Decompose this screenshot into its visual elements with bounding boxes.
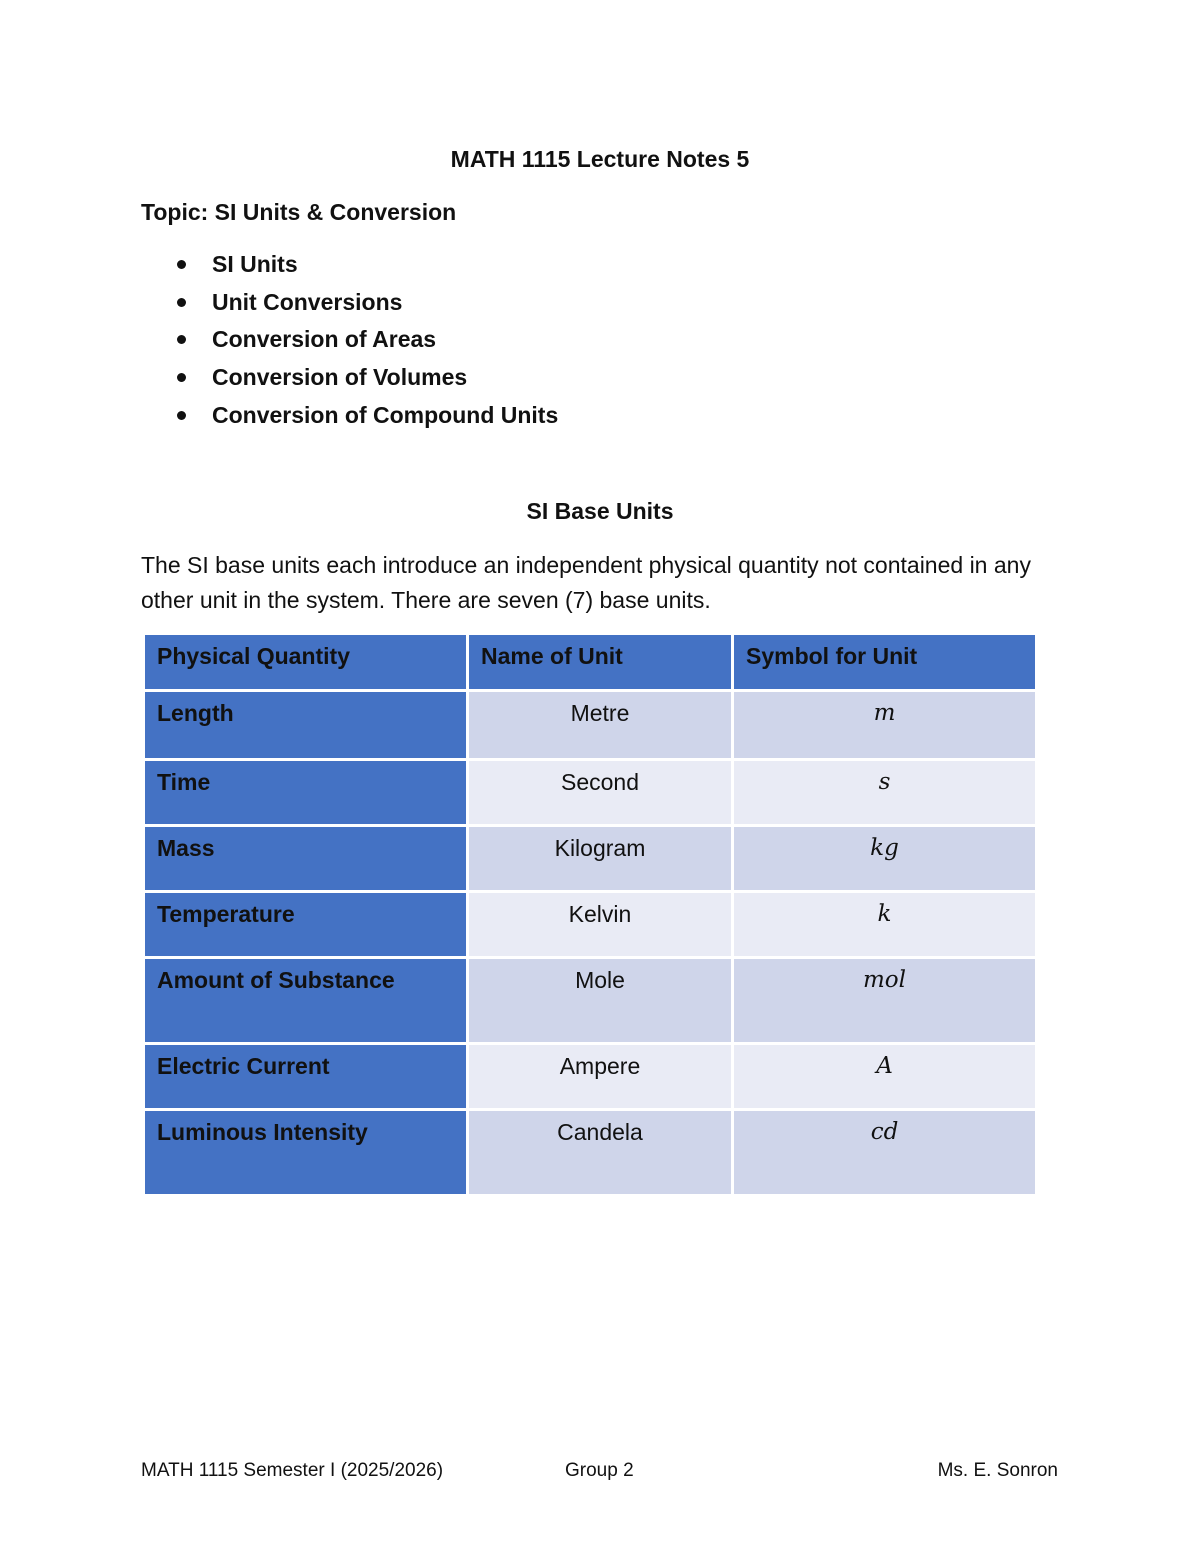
footer-group: Group 2 (565, 1460, 634, 1481)
unit-symbol-cell: mol (734, 959, 1035, 1042)
unit-name-cell: Ampere (469, 1045, 731, 1108)
quantity-cell: Amount of Substance (145, 959, 466, 1042)
table-header-row (145, 635, 1035, 689)
quantity-cell: Time (145, 761, 466, 824)
unit-symbol-cell: k (734, 893, 1035, 956)
page-title: MATH 1115 Lecture Notes 5 (450, 146, 750, 172)
quantity-cell: Length (145, 692, 466, 758)
unit-name-cell: Kilogram (469, 827, 731, 890)
list-item-label: Conversion of Compound Units (212, 401, 559, 428)
list-item-label: Conversion of Volumes (212, 364, 468, 391)
unit-symbol-cell: s (734, 761, 1035, 824)
unit-symbol-cell: cd (734, 1111, 1035, 1194)
header-physical-quantity: Physical Quantity (145, 635, 466, 689)
list-item (141, 288, 558, 326)
unit-name-cell: Metre (469, 692, 731, 758)
bullet-icon (177, 298, 186, 307)
table-row (145, 1111, 1035, 1194)
quantity-cell: Mass (145, 827, 466, 890)
unit-symbol-cell: kg (734, 827, 1035, 890)
quantity-cell: Temperature (145, 893, 466, 956)
list-item-label: Conversion of Areas (212, 326, 437, 353)
unit-symbol-cell: m (734, 692, 1035, 758)
bullet-icon (177, 411, 186, 420)
footer-author: Ms. E. Sonron (937, 1460, 1058, 1481)
unit-name-cell: Mole (469, 959, 731, 1042)
quantity-cell: Electric Current (145, 1045, 466, 1108)
si-base-units-table (142, 632, 1038, 1197)
table-row (145, 1045, 1035, 1108)
intro-paragraph: The SI base units each introduce an independent physical quantity not contained in any other unit in the system. There are seven (7) base units. (141, 552, 1031, 613)
table-row (145, 959, 1035, 1042)
section-heading: SI Base Units (526, 498, 674, 524)
list-item-label: SI Units (212, 251, 298, 277)
list-item (141, 325, 558, 363)
topic-heading: Topic: SI Units & Conversion (141, 199, 457, 225)
table-row (145, 692, 1035, 758)
list-item (141, 363, 558, 401)
bullet-icon (177, 373, 186, 382)
topic-list (141, 250, 558, 438)
list-item (141, 250, 558, 288)
header-symbol-for-unit: Symbol for Unit (734, 635, 1035, 689)
header-name-of-unit: Name of Unit (469, 635, 731, 689)
bullet-icon (177, 335, 186, 344)
unit-name-cell: Kelvin (469, 893, 731, 956)
table-row (145, 827, 1035, 890)
footer-course-info: MATH 1115 Semester I (2025/2026) (141, 1460, 444, 1481)
list-item (141, 401, 558, 439)
list-item-label: Unit Conversions (212, 288, 403, 315)
bullet-icon (177, 260, 186, 269)
unit-symbol-cell: A (734, 1045, 1035, 1108)
unit-name-cell: Candela (469, 1111, 731, 1194)
quantity-cell: Luminous Intensity (145, 1111, 466, 1194)
unit-name-cell: Second (469, 761, 731, 824)
table-row (145, 893, 1035, 956)
table-row (145, 761, 1035, 824)
